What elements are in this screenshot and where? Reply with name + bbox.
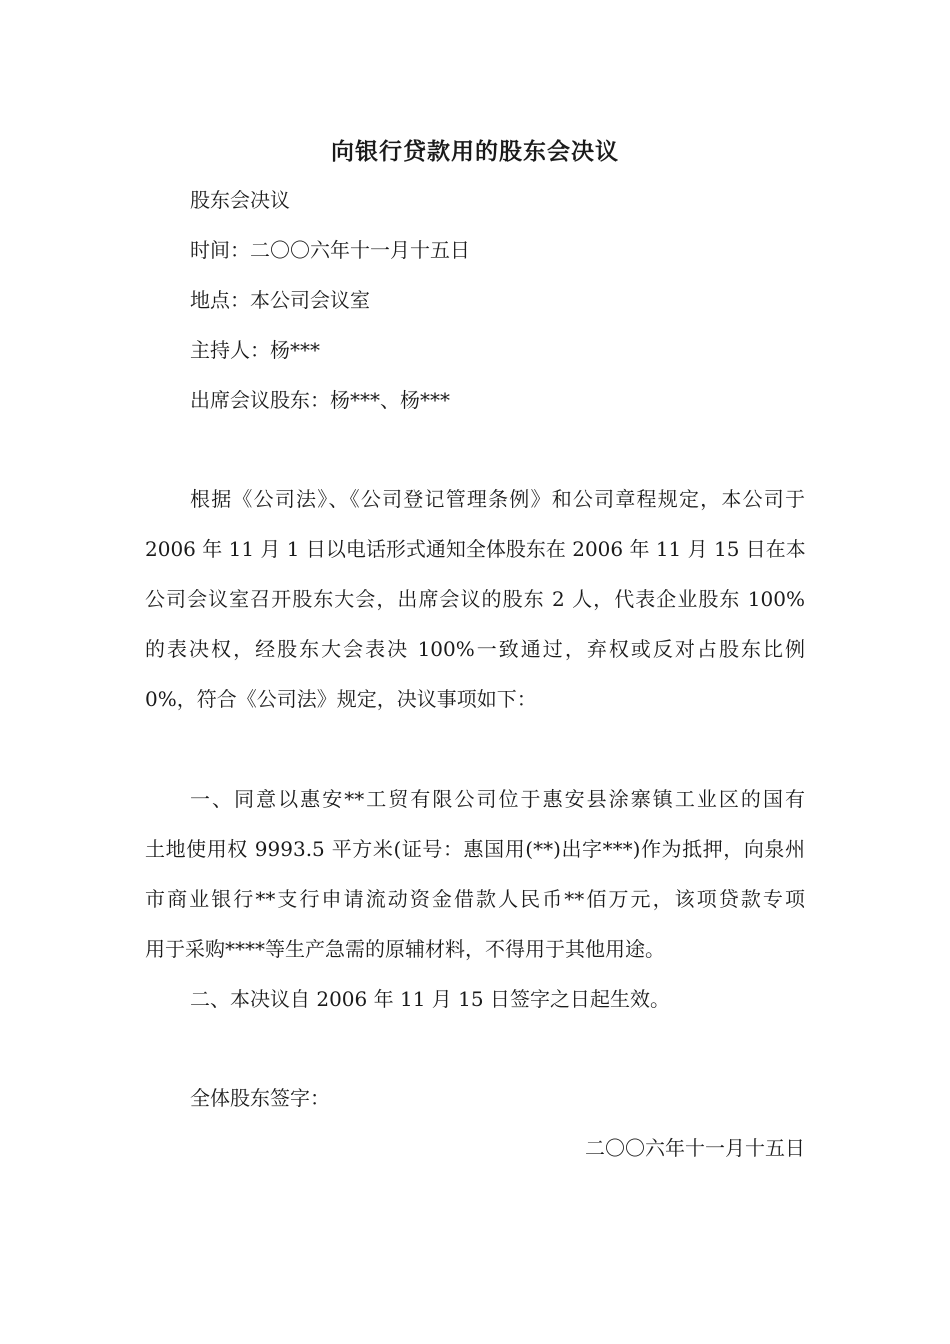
paragraph-line: 0%，符合《公司法》规定，决议事项如下： (145, 687, 537, 711)
resolution-line: 一、同意以惠安**工贸有限公司位于惠安县涂寨镇工业区的国有 (190, 787, 805, 811)
paragraph-line: 的表决权，经股东大会表决 100%一致通过，弃权或反对占股东比例 (145, 637, 805, 661)
meeting-attendees: 出席会议股东：杨***、杨*** (190, 388, 450, 412)
document-title: 向银行贷款用的股东会决议 (331, 138, 619, 165)
resolution-line: 用于采购****等生产急需的原辅材料，不得用于其他用途。 (145, 937, 665, 961)
resolution-two: 二、本决议自 2006 年 11 月 15 日签字之日起生效。 (190, 987, 670, 1011)
paragraph-line: 公司会议室召开股东大会，出席会议的股东 2 人，代表企业股东 100% (145, 587, 805, 611)
resolution-line: 市商业银行**支行申请流动资金借款人民币**佰万元，该项贷款专项 (145, 887, 805, 911)
meeting-time: 时间：二〇〇六年十一月十五日 (190, 238, 470, 262)
signature-label: 全体股东签字： (190, 1086, 330, 1110)
resolution-line: 土地使用权 9993.5 平方米(证号：惠国用(**)出字***)作为抵押，向泉州 (145, 837, 805, 861)
sign-date: 二〇〇六年十一月十五日 (585, 1136, 805, 1160)
meeting-host: 主持人：杨*** (190, 338, 320, 362)
paragraph-line: 2006 年 11 月 1 日以电话形式通知全体股东在 2006 年 11 月 15 日在本 (145, 537, 806, 561)
paragraph-line: 根据《公司法》、《公司登记管理条例》和公司章程规定，本公司于 (190, 487, 805, 511)
heading: 股东会决议 (190, 188, 290, 212)
meeting-location: 地点：本公司会议室 (190, 288, 370, 312)
